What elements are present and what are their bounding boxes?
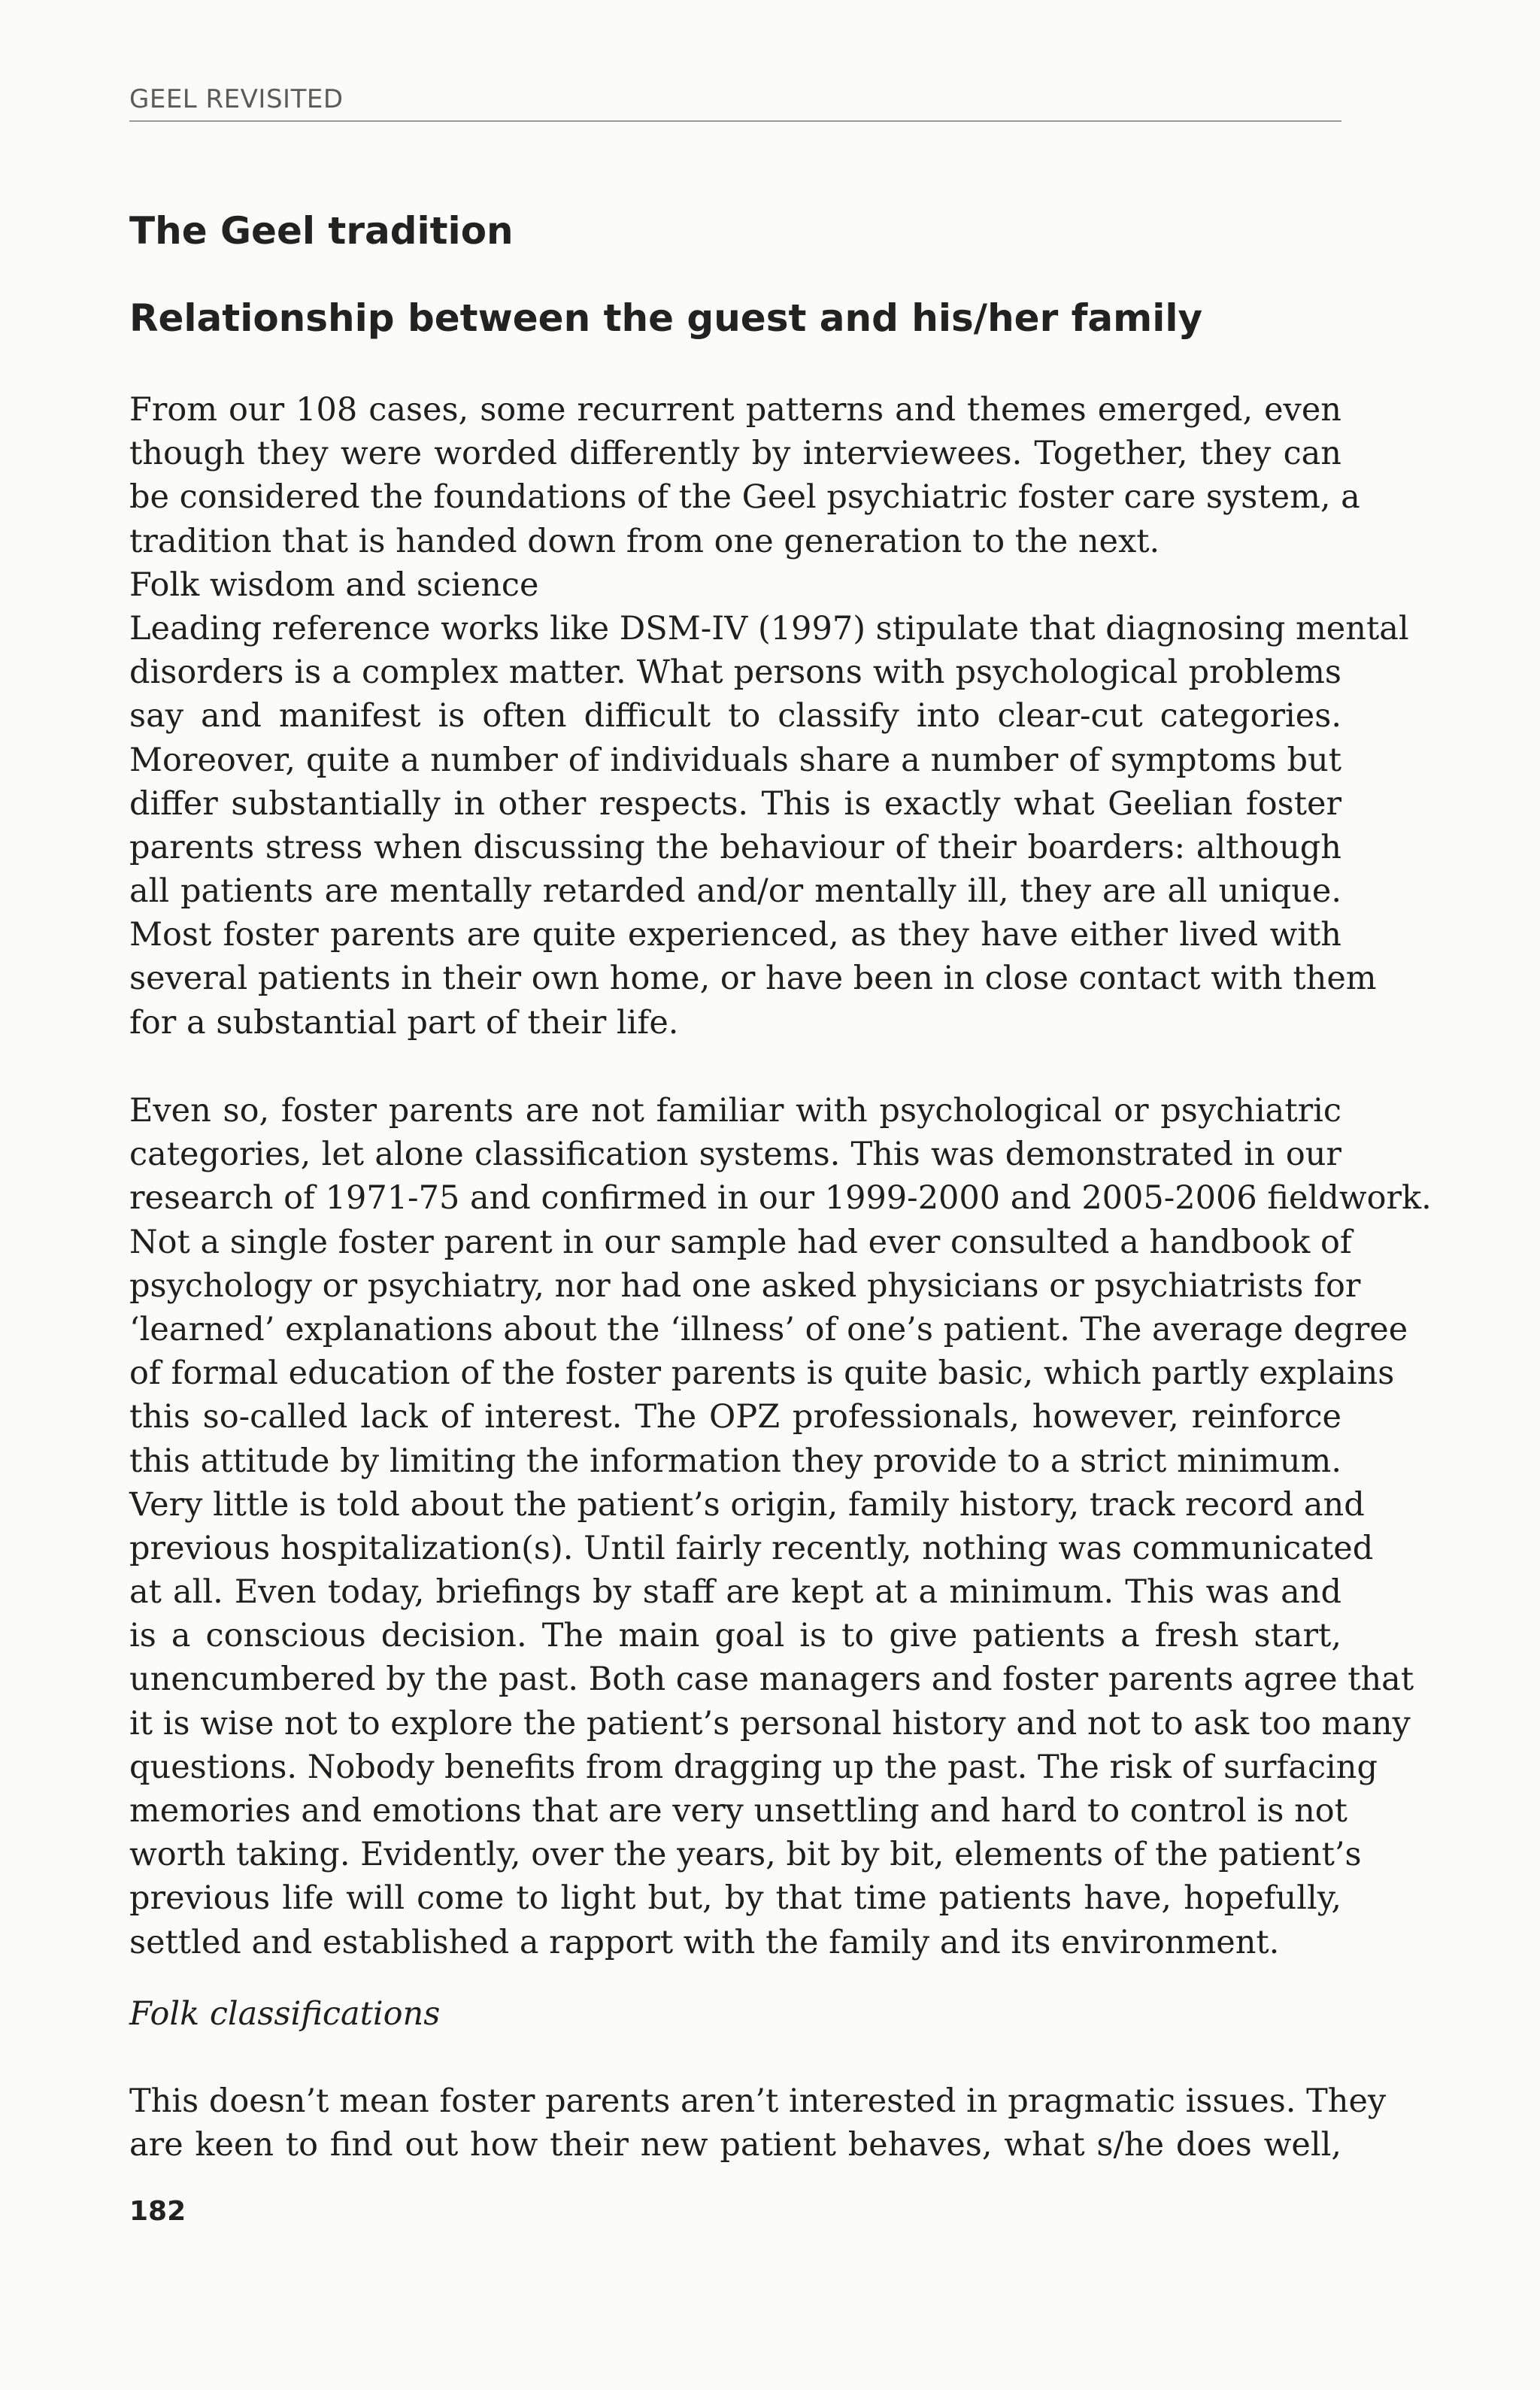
text-line: all patients are mentally retarded and/or mentally ill, they are all unique. (129, 872, 1341, 911)
text-line: of formal education of the foster parents is quite basic, which partly explains (129, 1354, 1395, 1393)
text-line: this so-called lack of interest. The OPZ professionals, however, reinforce (129, 1398, 1341, 1436)
section-heading: The Geel tradition (129, 209, 514, 253)
text-line: previous life will come to light but, by that time patients have, hopefully, (129, 1879, 1341, 1918)
text-line: research of 1971-75 and confirmed in our 1999-2000 and 2005-2006 fieldwork. (129, 1179, 1432, 1218)
text-line: worth taking. Evidently, over the years, bit by bit, elements of the patient’s (129, 1836, 1362, 1874)
text-line: are keen to find out how their new patient behaves, what s/he does well, (129, 2126, 1341, 2164)
text-line: say and manifest is often difficult to classify into clear-cut categories. (129, 697, 1341, 736)
text-line: unencumbered by the past. Both case managers and foster parents agree that (129, 1661, 1414, 1699)
subsection-heading: Relationship between the guest and his/her family (129, 296, 1203, 340)
text-line: ‘learned’ explanations about the ‘illness’ of one’s patient. The average degree (129, 1310, 1408, 1348)
text-line: disorders is a complex matter. What persons with psychological problems (129, 654, 1341, 692)
text-line: Leading reference works like DSM-IV (1997) stipulate that diagnosing mental (129, 609, 1409, 648)
text-line: This doesn’t mean foster parents aren’t interested in pragmatic issues. They (129, 2082, 1387, 2120)
text-line: settled and established a rapport with the family and its environment. (129, 1923, 1280, 1961)
text-line: categories, let alone classification systems. This was demonstrated in our (129, 1136, 1341, 1174)
text-line: at all. Even today, briefings by staff are kept at a minimum. This was and (129, 1573, 1341, 1612)
text-line: parents stress when discussing the behaviour of their boarders: although (129, 828, 1341, 866)
italic-subheading: Folk classifications (129, 1995, 441, 2033)
paragraph-1 (129, 388, 1409, 1045)
text-line: differ substantially in other respects. This is exactly what Geelian foster (129, 784, 1341, 823)
text-line: questions. Nobody benefits from dragging up the past. The risk of surfacing (129, 1748, 1378, 1786)
text-line: Not a single foster parent in our sample had ever consulted a handbook of (129, 1223, 1352, 1261)
text-line: From our 108 cases, some recurrent patterns and themes emerged, even (129, 391, 1341, 429)
text-line: Very little is told about the patient’s origin, family history, track record and (129, 1485, 1365, 1524)
text-line: several patients in their own home, or have been in close contact with them (129, 960, 1377, 998)
text-line: this attitude by limiting the information they provide to a strict minimum. (129, 1442, 1341, 1480)
text-line: though they were worded differently by interviewees. Together, they can (129, 435, 1341, 473)
text-line: be considered the foundations of the Geel psychiatric foster care system, a (129, 478, 1360, 517)
text-line: previous hospitalization(s). Until fairly recently, nothing was communicated (129, 1529, 1374, 1567)
text-line: Folk wisdom and science (129, 566, 539, 604)
page-number: 182 (129, 2196, 186, 2227)
text-line: Even so, foster parents are not familiar with psychological or psychiatric (129, 1092, 1341, 1130)
text-line: tradition that is handed down from one generation to the next. (129, 522, 1160, 560)
text-line: Moreover, quite a number of individuals share a number of symptoms but (129, 741, 1341, 779)
paragraph-3 (129, 2079, 1387, 2167)
paragraph-2 (129, 1089, 1432, 1964)
text-line: is a conscious decision. The main goal is to give patients a fresh start, (129, 1617, 1341, 1655)
text-line: it is wise not to explore the patient’s personal history and not to ask too many (129, 1704, 1411, 1742)
text-line: memories and emotions that are very unsettling and hard to control is not (129, 1792, 1348, 1830)
text-line: psychology or psychiatry, nor had one asked physicians or psychiatrists for (129, 1266, 1361, 1305)
text-line: Most foster parents are quite experienced, as they have either lived with (129, 916, 1341, 954)
text-line: for a substantial part of their life. (129, 1003, 679, 1042)
running-header: GEEL REVISITED (129, 84, 1341, 122)
italic-heading-block (129, 1992, 1341, 2036)
